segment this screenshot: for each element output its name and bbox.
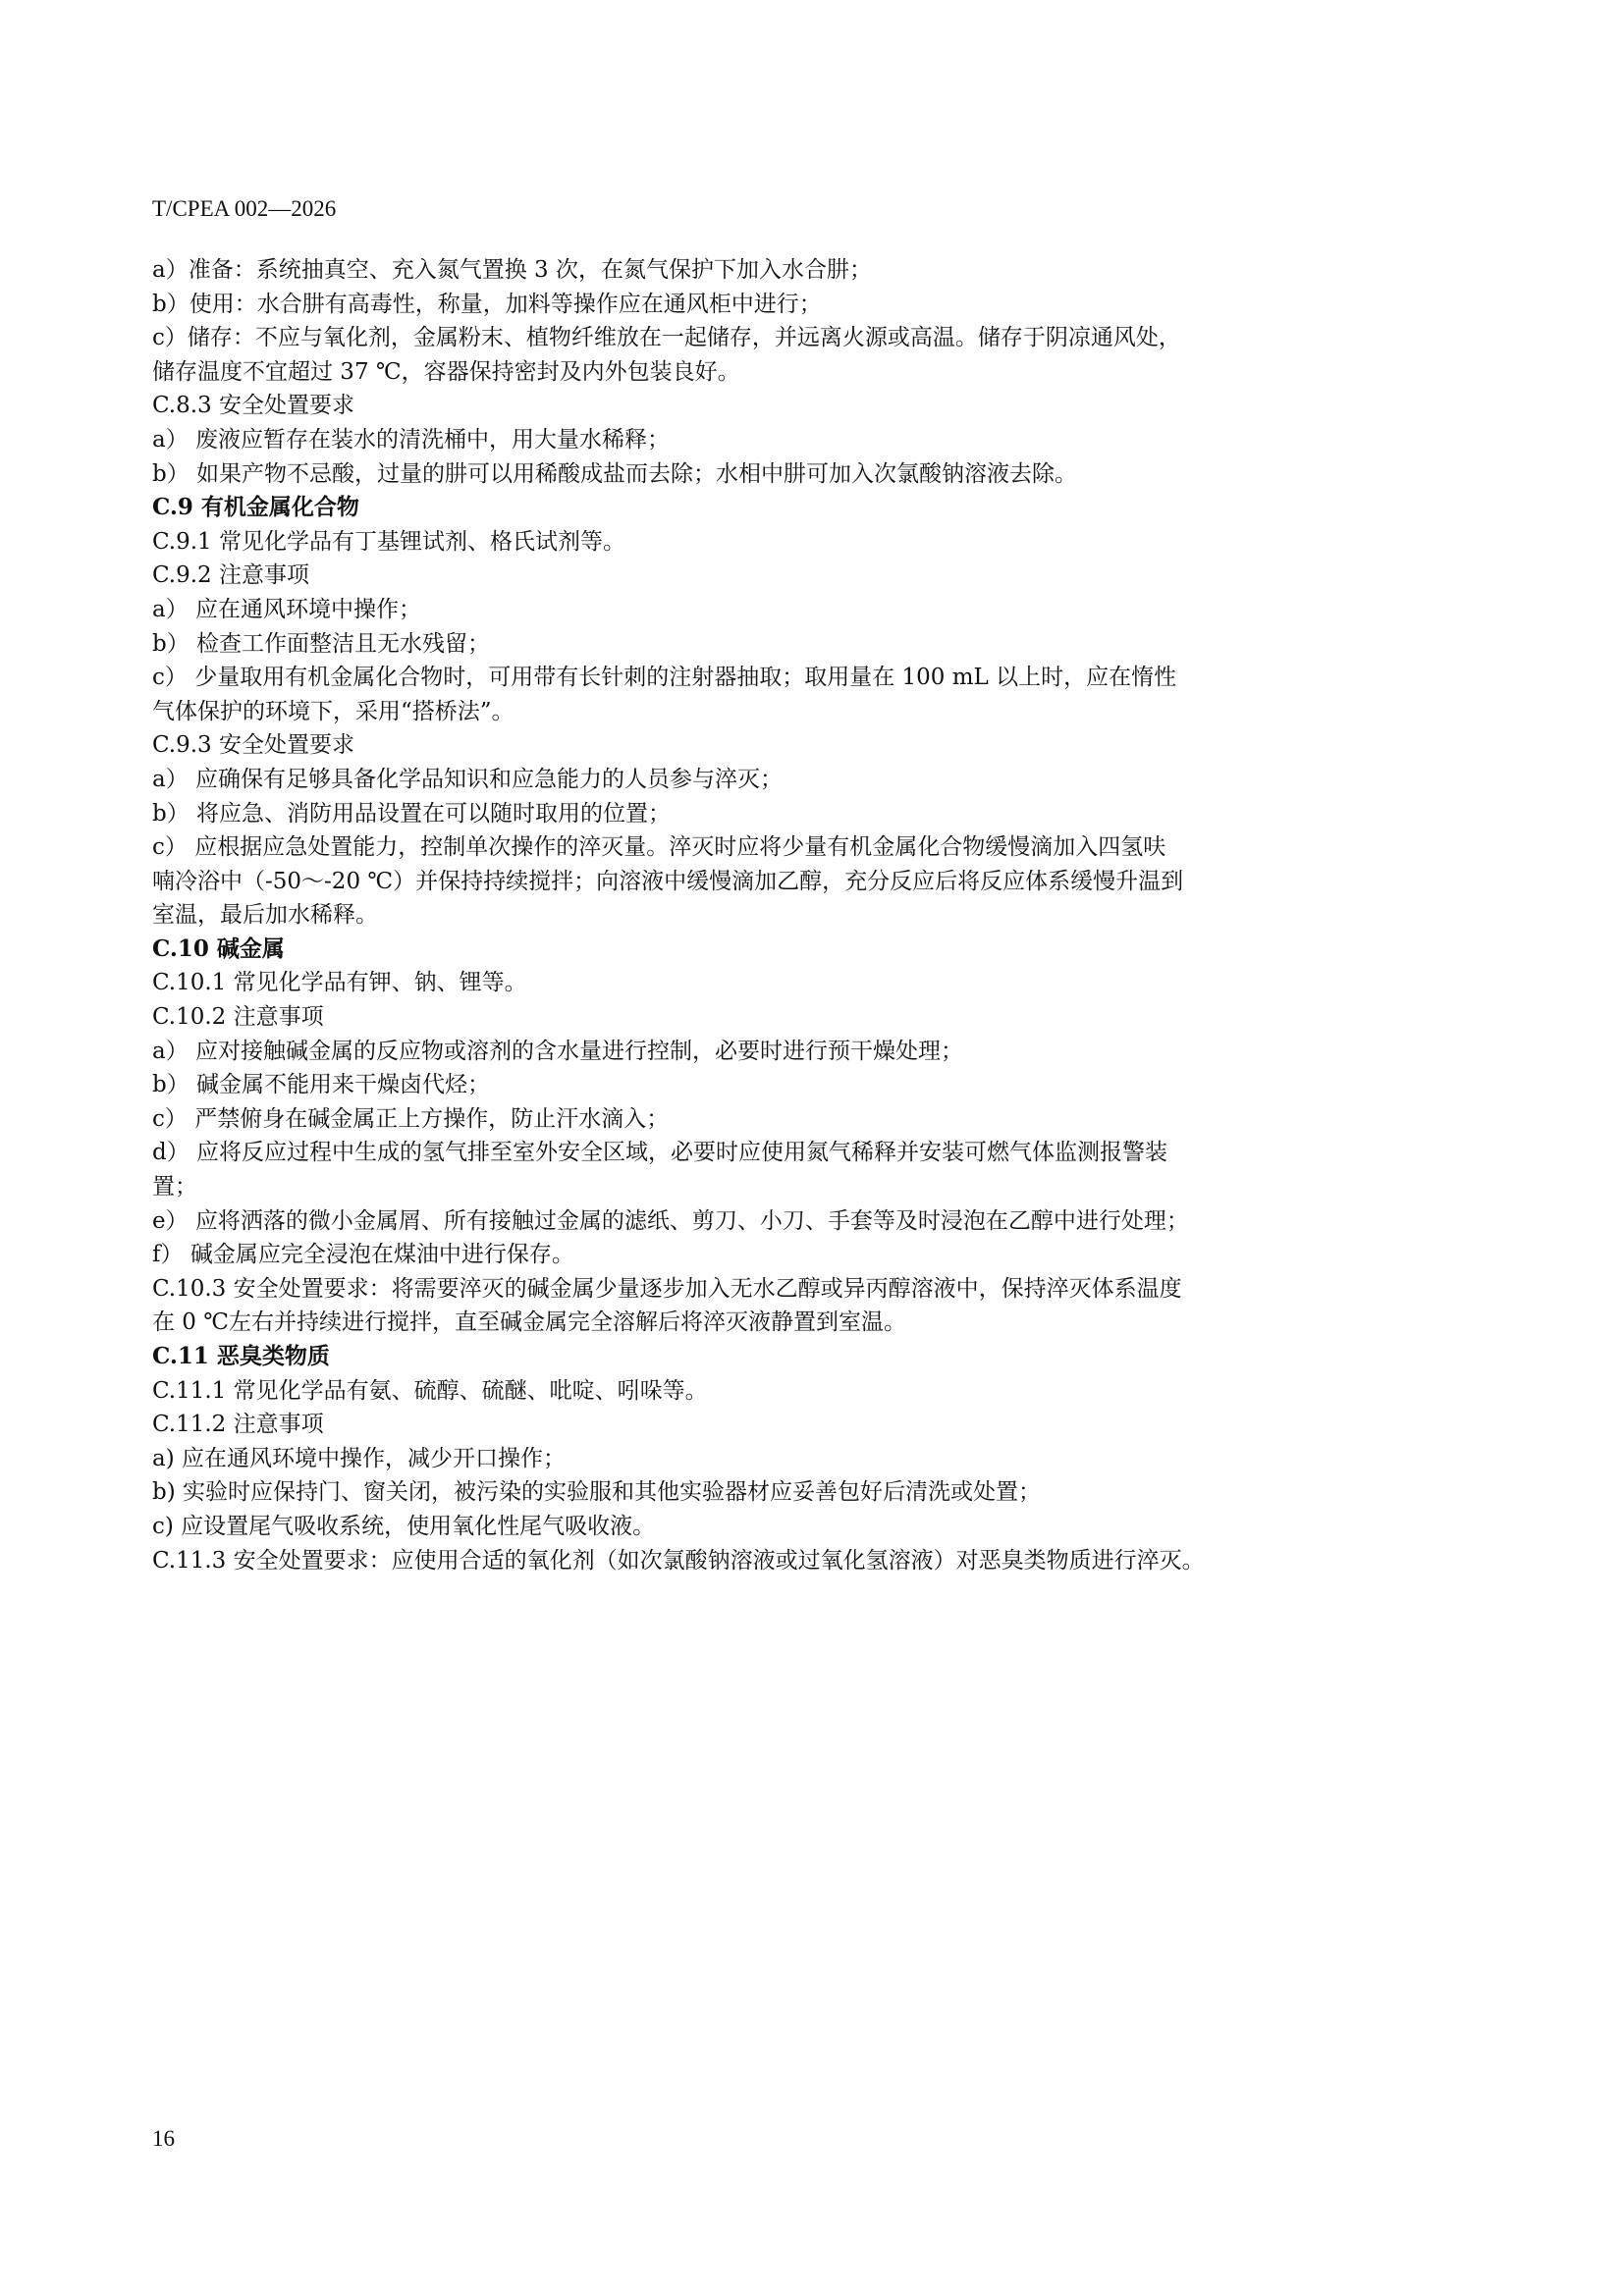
text-line: a） 应在通风环境中操作；: [152, 596, 422, 622]
text-line: d） 应将反应过程中生成的氢气排至室外安全区域，必要时应使用氮气稀释并安装可燃气体监测报警装: [152, 1140, 1168, 1166]
subsection-heading: C.10.2 注意事项: [152, 1004, 324, 1031]
text-line: b）使用：水合肼有高毒性，称量，加料等操作应在通风柜中进行；: [152, 291, 822, 317]
text-line: c） 严禁俯身在碱金属正上方操作，防止汗水滴入；: [152, 1105, 670, 1132]
document-body: [152, 253, 1446, 1577]
text-line: 置；: [152, 1174, 197, 1201]
section-heading: C.10 碱金属: [152, 934, 285, 962]
text-line: C.9.1 常见化学品有丁基锂试剂、格氏试剂等。: [152, 528, 625, 555]
text-line: c）储存：不应与氧化剂，金属粉末、植物纤维放在一起储存，并远离火源或高温。储存于阴凉通风处，: [152, 325, 1181, 351]
text-line: c) 应设置尾气吸收系统，使用氧化性尾气吸收液。: [152, 1513, 656, 1539]
text-line: a） 应确保有足够具备化学品知识和应急能力的人员参与淬灭；: [152, 766, 784, 792]
page-number: 16: [152, 2126, 175, 2151]
text-line: c） 少量取用有机金属化合物时，可用带有长针刺的注射器抽取；取用量在 100 mL 以上时，应在惰性: [152, 665, 1177, 691]
text-line: e） 应将洒落的微小金属屑、所有接触过金属的滤纸、剪刀、小刀、手套等及时浸泡在乙醇中进行处理；: [152, 1207, 1189, 1234]
text-line: a）准备：系统抽真空、充入氮气置换 3 次，在氮气保护下加入水合肼；: [152, 257, 872, 283]
text-line: f） 碱金属应完全浸泡在煤油中进行保存。: [152, 1242, 574, 1268]
subsection-heading: C.11.2 注意事项: [152, 1412, 324, 1438]
text-line: b） 将应急、消防用品设置在可以随时取用的位置；: [152, 800, 672, 827]
text-line: C.10.1 常见化学品有钾、钠、锂等。: [152, 970, 527, 996]
text-line: a） 应对接触碱金属的反应物或溶剂的含水量进行控制，必要时进行预干燥处理；: [152, 1038, 964, 1064]
document-id-header: T/CPEA 002—2026: [152, 196, 337, 221]
subsection-heading: C.8.3 安全处置要求: [152, 393, 354, 419]
section-heading: C.11 恶臭类物质: [152, 1343, 330, 1369]
subsection-heading: C.9.2 注意事项: [152, 562, 309, 589]
text-line: C.10.3 安全处置要求：将需要淬灭的碱金属少量逐步加入无水乙醇或异丙醇溶液中，保持淬灭体系温度: [152, 1275, 1182, 1302]
text-line: 喃冷浴中（-50～-20 ℃）并保持持续搅拌；向溶液中缓慢滴加乙醇，充分反应后将反应体系缓慢升温到: [152, 868, 1184, 894]
text-line: b） 如果产物不忌酸，过量的肼可以用稀酸成盐而去除；水相中肼可加入次氯酸钠溶液去除。: [152, 460, 1078, 487]
text-line: C.11.1 常见化学品有氨、硫醇、硫醚、吡啶、吲哚等。: [152, 1377, 708, 1404]
text-line: b） 碱金属不能用来干燥卤代烃；: [152, 1072, 491, 1098]
text-line: b） 检查工作面整洁且无水残留；: [152, 630, 491, 657]
text-line: b) 实验时应保持门、窗关闭，被污染的实验服和其他实验器材应妥善包好后清洗或处置；: [152, 1479, 1042, 1506]
text-line: 室温，最后加水稀释。: [152, 902, 378, 929]
subsection-heading: C.9.3 安全处置要求: [152, 732, 354, 759]
section-heading: C.9 有机金属化合物: [152, 494, 359, 521]
text-line: a） 废液应暂存在装水的清洗桶中，用大量水稀释；: [152, 426, 671, 453]
text-line: 气体保护的环境下，采用“搭桥法”。: [152, 698, 514, 724]
text-line: a) 应在通风环境中操作，减少开口操作；: [152, 1445, 566, 1471]
text-line: C.11.3 安全处置要求：应使用合适的氧化剂（如次氯酸钠溶液或过氧化氢溶液）对恶臭类物质进行淬灭。: [152, 1547, 1205, 1574]
text-line: 在 0 ℃左右并持续进行搅拌，直至碱金属完全溶解后将淬灭液静置到室温。: [152, 1309, 906, 1336]
text-line: 储存温度不宜超过 37 ℃，容器保持密封及内外包装良好。: [152, 358, 740, 385]
text-line: c） 应根据应急处置能力，控制单次操作的淬灭量。淬灭时应将少量有机金属化合物缓慢滴加入四氢呋: [152, 834, 1166, 861]
